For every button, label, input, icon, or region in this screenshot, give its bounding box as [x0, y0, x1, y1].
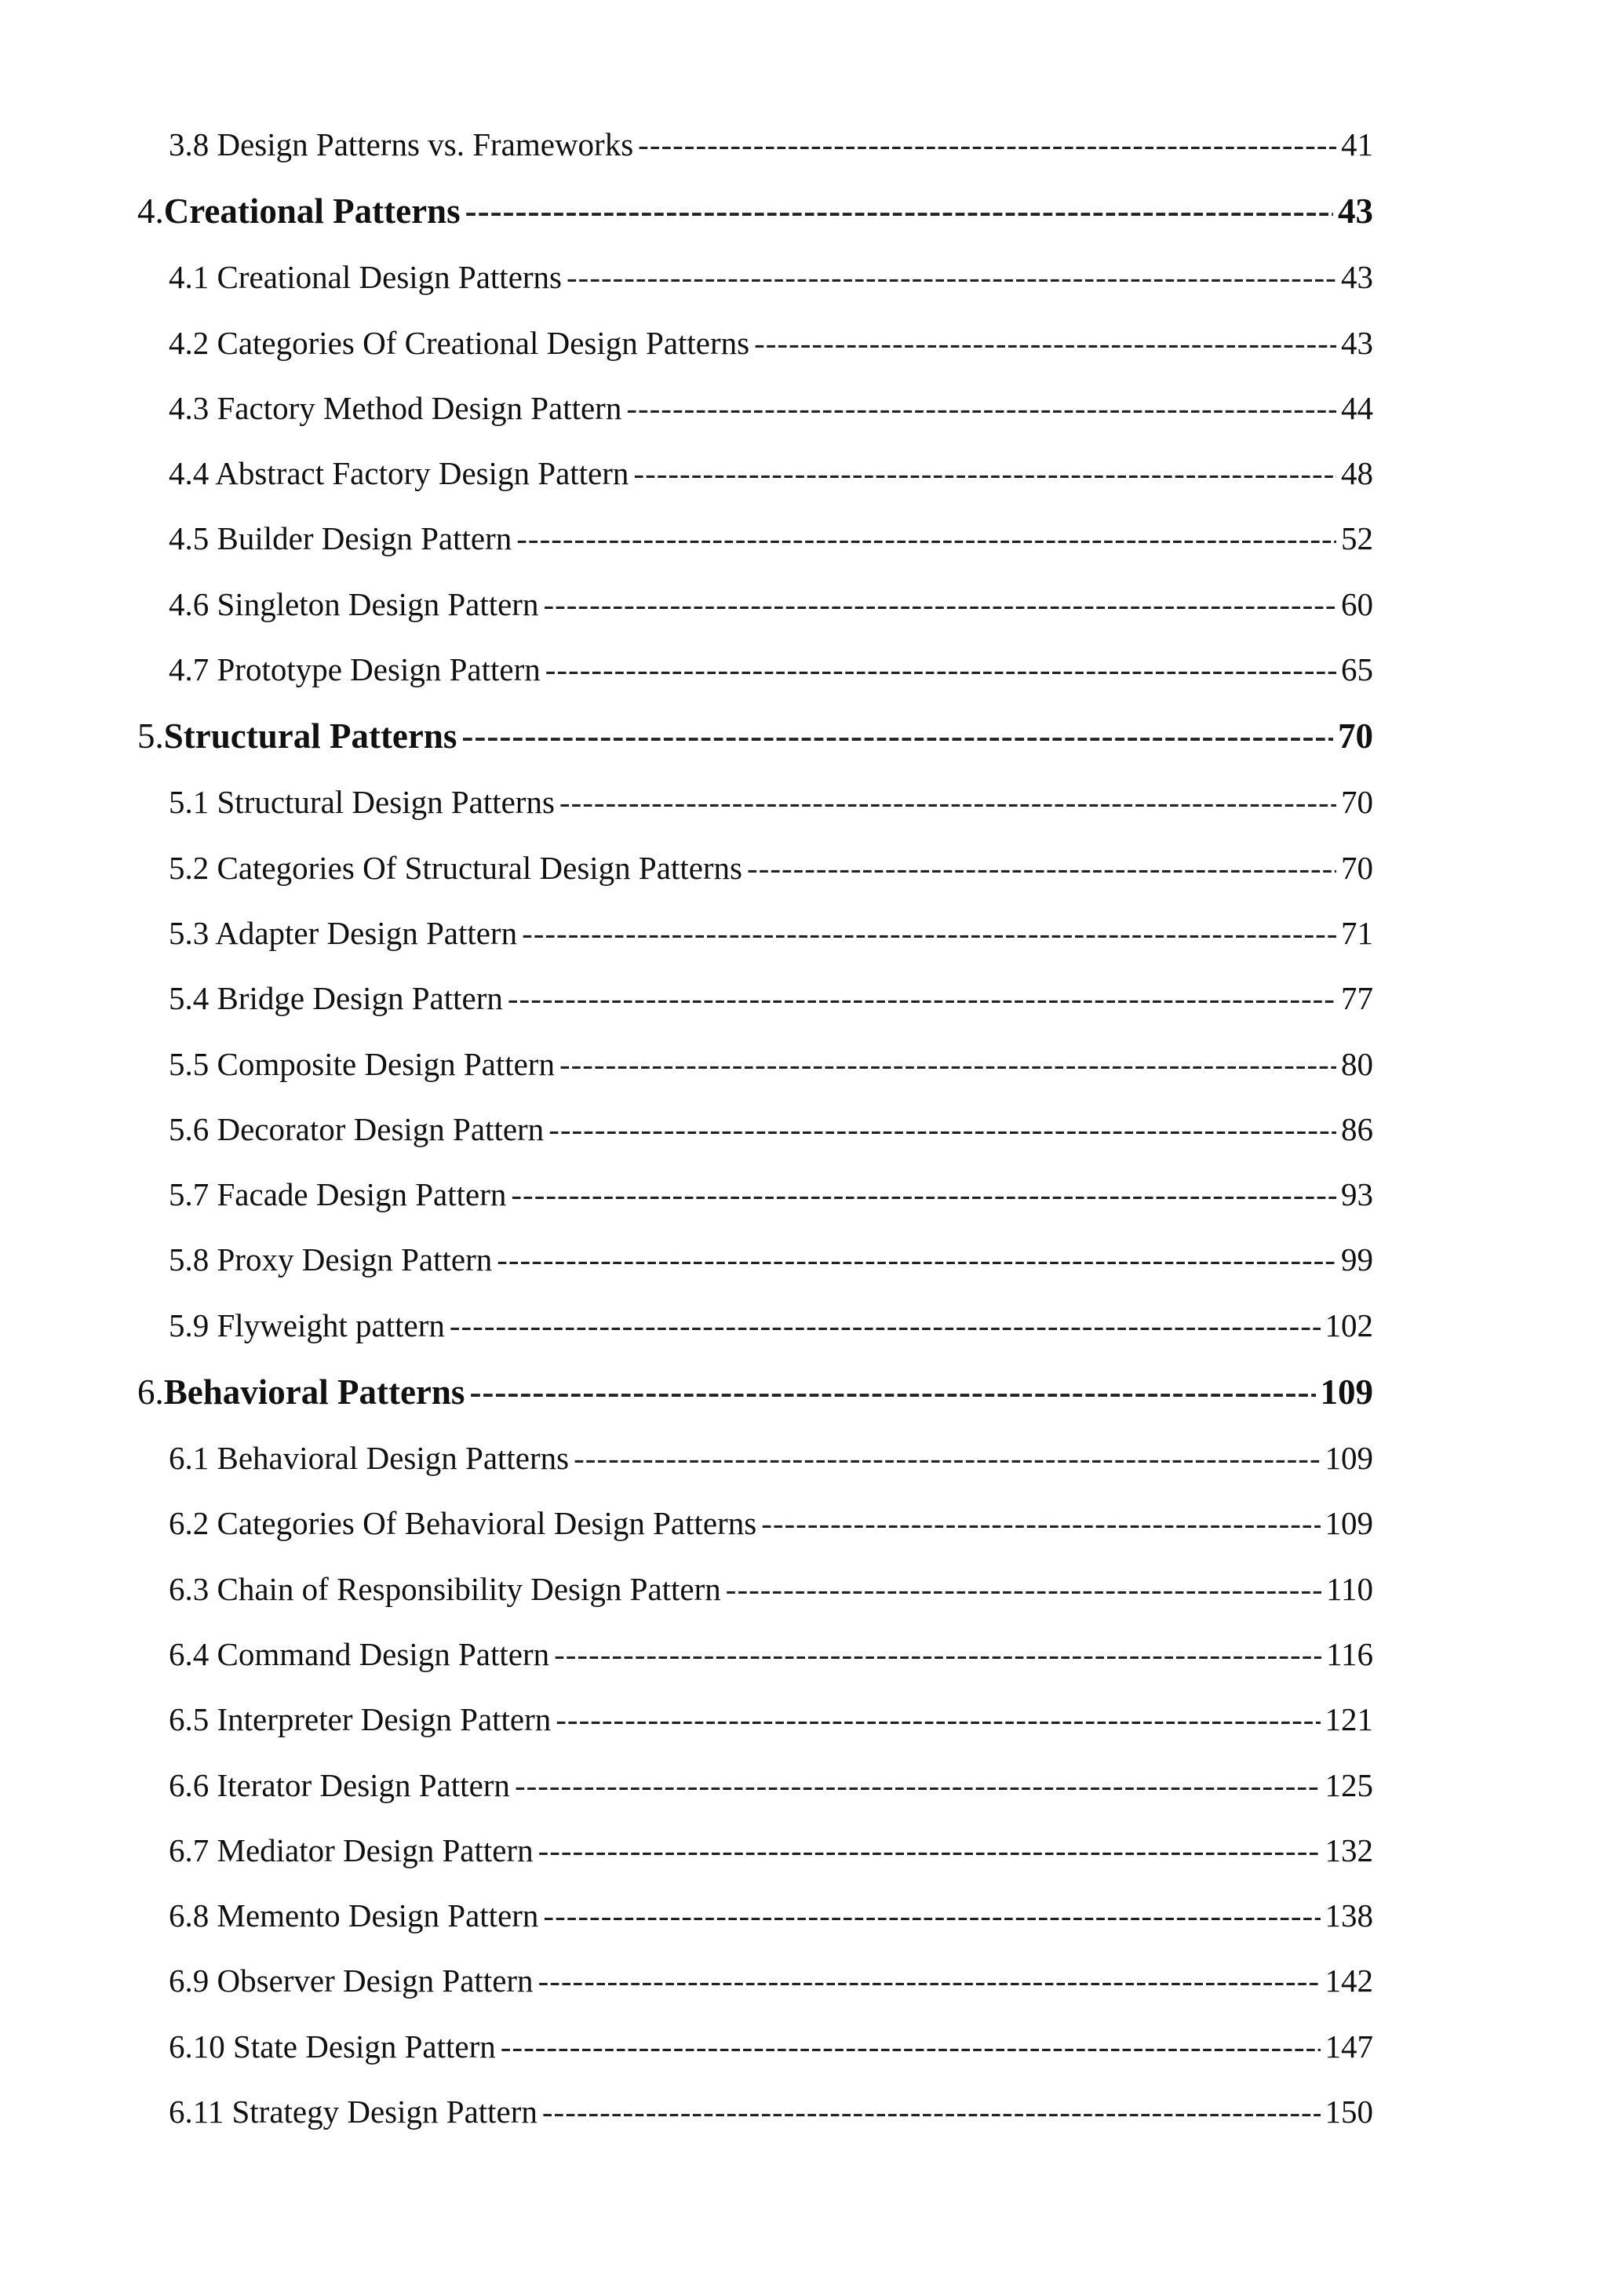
toc-entry[interactable]	[0, 389, 1373, 454]
toc-entry[interactable]	[0, 914, 1373, 979]
toc-page-number: 52	[1341, 520, 1373, 557]
dot-leader	[497, 1241, 1336, 1278]
toc-entry-title: 6.7 Mediator Design Pattern	[169, 1831, 534, 1868]
dot-leader	[516, 519, 1336, 557]
toc-entry-title: 4.6 Singleton Design Pattern	[169, 585, 539, 622]
toc-page-number: 138	[1325, 1897, 1373, 1934]
toc-entry[interactable]	[0, 1439, 1373, 1504]
toc-entry[interactable]	[0, 1175, 1373, 1241]
dot-leader	[538, 1962, 1321, 1999]
toc-entry-title: 4.4 Abstract Factory Design Pattern	[169, 455, 629, 492]
toc-entry-title: 6.1 Behavioral Design Patterns	[169, 1440, 570, 1477]
dot-leader	[554, 1635, 1321, 1673]
toc-entry-title: 4.1 Creational Design Patterns	[169, 259, 563, 296]
dot-leader	[543, 1897, 1320, 1934]
toc-page-number: 109	[1325, 1440, 1373, 1477]
toc-entry-title: 5.4 Bridge Design Pattern	[169, 980, 503, 1017]
toc-page-number: 70	[1341, 849, 1373, 886]
toc-entry[interactable]	[0, 519, 1373, 585]
toc-entry-title: 5.6 Decorator Design Pattern	[169, 1110, 545, 1147]
toc-entry-title: 6.4 Command Design Pattern	[169, 1635, 550, 1672]
dot-leader	[559, 783, 1336, 821]
toc-entry-title: 5.5 Composite Design Pattern	[169, 1045, 555, 1082]
toc-page-number: 132	[1325, 1831, 1373, 1868]
toc-page-number: 44	[1341, 389, 1373, 426]
toc-entry-title: 6.8 Memento Design Pattern	[169, 1897, 539, 1934]
toc-page-number: 65	[1341, 651, 1373, 688]
toc-entry-title: 5.2 Categories Of Structural Design Patterns	[169, 849, 743, 886]
dot-leader	[450, 1307, 1321, 1344]
chapter-number: 5.	[137, 716, 164, 756]
toc-entry-title: 5.8 Proxy Design Pattern	[169, 1241, 493, 1278]
toc-page-number: 125	[1325, 1766, 1373, 1803]
dot-leader	[567, 258, 1336, 296]
dot-leader	[548, 1110, 1336, 1148]
toc-entry[interactable]	[0, 979, 1373, 1044]
toc-entry[interactable]	[0, 1897, 1373, 1962]
dot-leader	[574, 1439, 1320, 1477]
toc-entry-title: 3.8 Design Patterns vs. Frameworks	[169, 126, 634, 162]
toc-page-number: 150	[1325, 2094, 1373, 2130]
toc-page-number: 110	[1326, 1570, 1373, 1607]
toc-page-number: 43	[1341, 324, 1373, 361]
toc-entry-title: 5.9 Flyweight pattern	[169, 1307, 445, 1343]
toc-entry-title: 6.10 State Design Pattern	[169, 2028, 496, 2065]
toc-entry[interactable]	[0, 1700, 1373, 1766]
toc-page-number: 93	[1341, 1176, 1373, 1213]
toc-entry[interactable]	[0, 651, 1373, 716]
dot-leader	[726, 1570, 1321, 1608]
toc-entry[interactable]	[0, 1045, 1373, 1110]
toc-page-number: 142	[1325, 1963, 1373, 1999]
dot-leader	[638, 126, 1336, 163]
dot-leader	[461, 716, 1333, 756]
toc-chapter-title: Structural Patterns	[163, 716, 457, 756]
toc-page-number: 116	[1326, 1635, 1373, 1672]
toc-page-number: 71	[1341, 914, 1373, 951]
dot-leader	[511, 1175, 1336, 1213]
toc-chapter-entry[interactable]	[0, 1372, 1373, 1439]
toc-entry[interactable]	[0, 1504, 1373, 1569]
toc-page-number: 99	[1341, 1241, 1373, 1278]
toc-entry-title: 4.7 Prototype Design Pattern	[169, 651, 541, 688]
dot-leader	[538, 1831, 1321, 1869]
toc-entry-title: 4.2 Categories Of Creational Design Patterns	[169, 324, 750, 361]
toc-entry-title: 5.7 Facade Design Pattern	[169, 1176, 507, 1213]
toc-page-number: 77	[1341, 980, 1373, 1017]
toc-page-number: 48	[1341, 455, 1373, 492]
toc-entry[interactable]	[0, 1307, 1373, 1372]
dot-leader	[556, 1700, 1320, 1738]
toc-entry-title: 6.11 Strategy Design Pattern	[169, 2094, 537, 2130]
toc-page-number: 70	[1341, 784, 1373, 821]
dot-leader	[508, 979, 1336, 1017]
dot-leader	[559, 1045, 1336, 1083]
toc-entry-title: 4.5 Builder Design Pattern	[169, 520, 512, 557]
toc-entry-title: 6.9 Observer Design Pattern	[169, 1963, 534, 1999]
toc-entry[interactable]	[0, 2093, 1373, 2158]
toc-entry-title: 6.5 Interpreter Design Pattern	[169, 1701, 552, 1738]
toc-entry[interactable]	[0, 126, 1373, 191]
toc-entry-title: 5.1 Structural Design Patterns	[169, 784, 555, 821]
chapter-number: 6.	[137, 1372, 164, 1412]
toc-entry[interactable]	[0, 1570, 1373, 1635]
dot-leader	[522, 914, 1336, 952]
toc-entry[interactable]	[0, 2028, 1373, 2093]
toc-page-number: 121	[1325, 1701, 1373, 1738]
dot-leader	[754, 324, 1336, 362]
toc-chapter-entry[interactable]	[0, 191, 1373, 258]
chapter-number: 4.	[137, 191, 164, 231]
toc-page-number: 70	[1338, 716, 1373, 756]
toc-chapter-entry[interactable]	[0, 716, 1373, 783]
dot-leader	[543, 585, 1336, 623]
toc-page-number: 41	[1341, 126, 1373, 162]
toc-entry[interactable]	[0, 324, 1373, 389]
toc-page-number: 109	[1320, 1372, 1373, 1412]
toc-page-number: 43	[1338, 191, 1373, 231]
toc-entry-title: 6.2 Categories Of Behavioral Design Patterns	[169, 1505, 757, 1542]
toc-entry-title: 6.3 Chain of Responsibility Design Pattern	[169, 1570, 721, 1607]
toc-page-number: 147	[1325, 2028, 1373, 2065]
toc-entry[interactable]	[0, 1831, 1373, 1897]
dot-leader	[747, 849, 1336, 887]
toc-entry[interactable]	[0, 1962, 1373, 2027]
toc-entry[interactable]	[0, 849, 1373, 914]
toc-page-number: 109	[1325, 1505, 1373, 1542]
dot-leader	[542, 2093, 1321, 2130]
dot-leader	[545, 651, 1336, 688]
dot-leader	[633, 454, 1336, 492]
dot-leader	[626, 389, 1336, 427]
toc-entry[interactable]	[0, 258, 1373, 323]
dot-leader	[465, 191, 1333, 231]
toc-entry-title: 5.3 Adapter Design Pattern	[169, 914, 518, 951]
toc-entry-title: 6.6 Iterator Design Pattern	[169, 1766, 510, 1803]
toc-chapter-title: Behavioral Patterns	[163, 1372, 465, 1412]
toc-entry[interactable]	[0, 585, 1373, 651]
toc-page-number: 102	[1325, 1307, 1373, 1343]
toc-entry[interactable]	[0, 1766, 1373, 1831]
toc-entry[interactable]	[0, 1241, 1373, 1306]
toc-page-number: 80	[1341, 1045, 1373, 1082]
toc-entry[interactable]	[0, 454, 1373, 519]
toc-page-number: 86	[1341, 1110, 1373, 1147]
dot-leader	[469, 1372, 1315, 1412]
toc-page-number: 60	[1341, 585, 1373, 622]
toc-entry[interactable]	[0, 783, 1373, 848]
toc-entry-title: 4.3 Factory Method Design Pattern	[169, 389, 622, 426]
dot-leader	[761, 1504, 1320, 1542]
dot-leader	[515, 1766, 1321, 1804]
toc-entry[interactable]	[0, 1110, 1373, 1175]
dot-leader	[501, 2028, 1321, 2065]
toc-page-number: 43	[1341, 259, 1373, 296]
table-of-contents	[0, 126, 1607, 2158]
toc-entry[interactable]	[0, 1635, 1373, 1700]
toc-chapter-title: Creational Patterns	[163, 191, 461, 231]
